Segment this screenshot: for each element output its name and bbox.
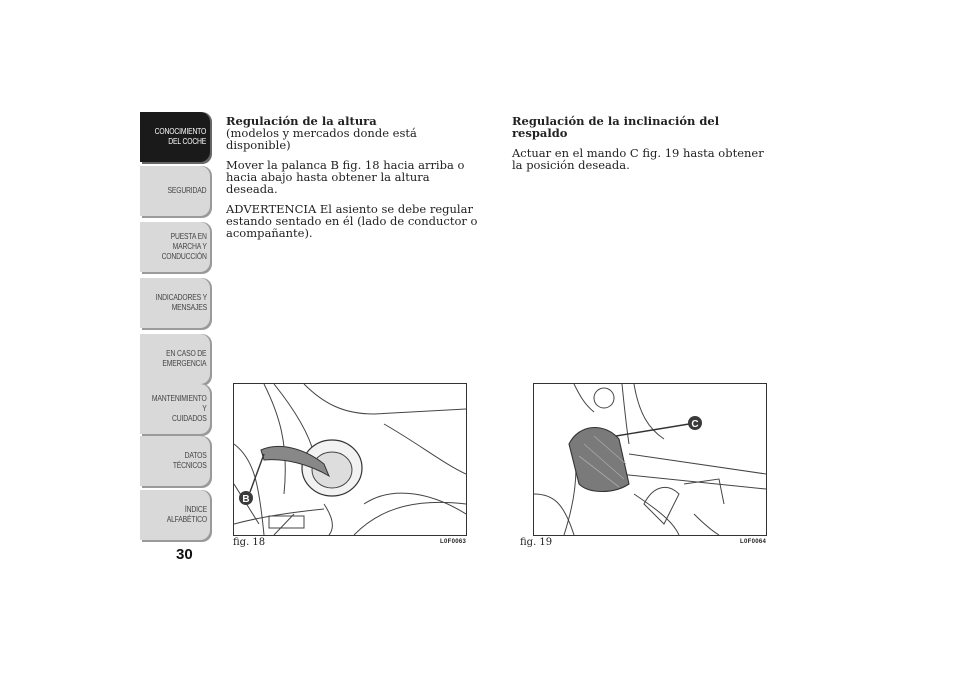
- tab-label: ÍNDICE ALFABÉTICO: [166, 505, 207, 524]
- figure-19-code: L0F0064: [740, 539, 767, 545]
- paragraph-warning: ADVERTENCIA El asiento se debe regular estando sentado en él (lado de conductor o acompañante).: [226, 202, 478, 240]
- tab-label: DATOS TÉCNICOS: [172, 451, 207, 470]
- figure-18-caption: fig. 18: [233, 537, 266, 548]
- tab-puesta-en-marcha[interactable]: [140, 222, 210, 272]
- tab-label: PUESTA EN MARCHA Y CONDUCCIÓN: [161, 232, 207, 261]
- tab-label: SEGURIDAD: [167, 186, 207, 195]
- marker-c-label: C: [691, 419, 699, 430]
- page-number: 30: [176, 546, 193, 563]
- tab-datos-tecnicos[interactable]: [140, 436, 210, 486]
- tab-emergencia[interactable]: [140, 334, 210, 384]
- tab-label: MANTENIMIENTO Y CUIDADOS: [151, 394, 207, 423]
- figure-19-illustration: [533, 383, 767, 536]
- left-column: [226, 115, 481, 239]
- right-column: [512, 115, 767, 171]
- tab-conocimiento-del-coche[interactable]: [140, 112, 210, 162]
- paragraph-lever: Mover la palanca B fig. 18 hacia arriba o hacia abajo hasta obtener la altura deseada.: [226, 158, 465, 196]
- seat-lever-drawing: [234, 384, 466, 535]
- figure-18-code: L0F0063: [440, 539, 467, 545]
- tab-indice-alfabetico[interactable]: [140, 490, 210, 540]
- tab-seguridad[interactable]: [140, 166, 210, 216]
- marker-b-label: B: [242, 494, 250, 505]
- backrest-knob-drawing: [534, 384, 766, 535]
- figure-18-illustration: [233, 383, 467, 536]
- section-subheading: (modelos y mercados donde está disponible): [226, 126, 417, 152]
- paragraph-knob: Actuar en el mando C fig. 19 hasta obtener la posición deseada.: [512, 146, 764, 172]
- tab-label: CONOCIMIENTO DEL COCHE: [155, 127, 207, 146]
- tab-mantenimiento[interactable]: [140, 384, 210, 434]
- section-heading-backrest: Regulación de la inclinación del respaldo: [512, 114, 720, 140]
- section-heading-height: Regulación de la altura: [226, 114, 377, 128]
- tab-indicadores[interactable]: [140, 278, 210, 328]
- tab-label: INDICADORES Y MENSAJES: [155, 293, 207, 312]
- tab-label: EN CASO DE EMERGENCIA: [162, 349, 207, 368]
- figure-19-caption: fig. 19: [520, 537, 553, 548]
